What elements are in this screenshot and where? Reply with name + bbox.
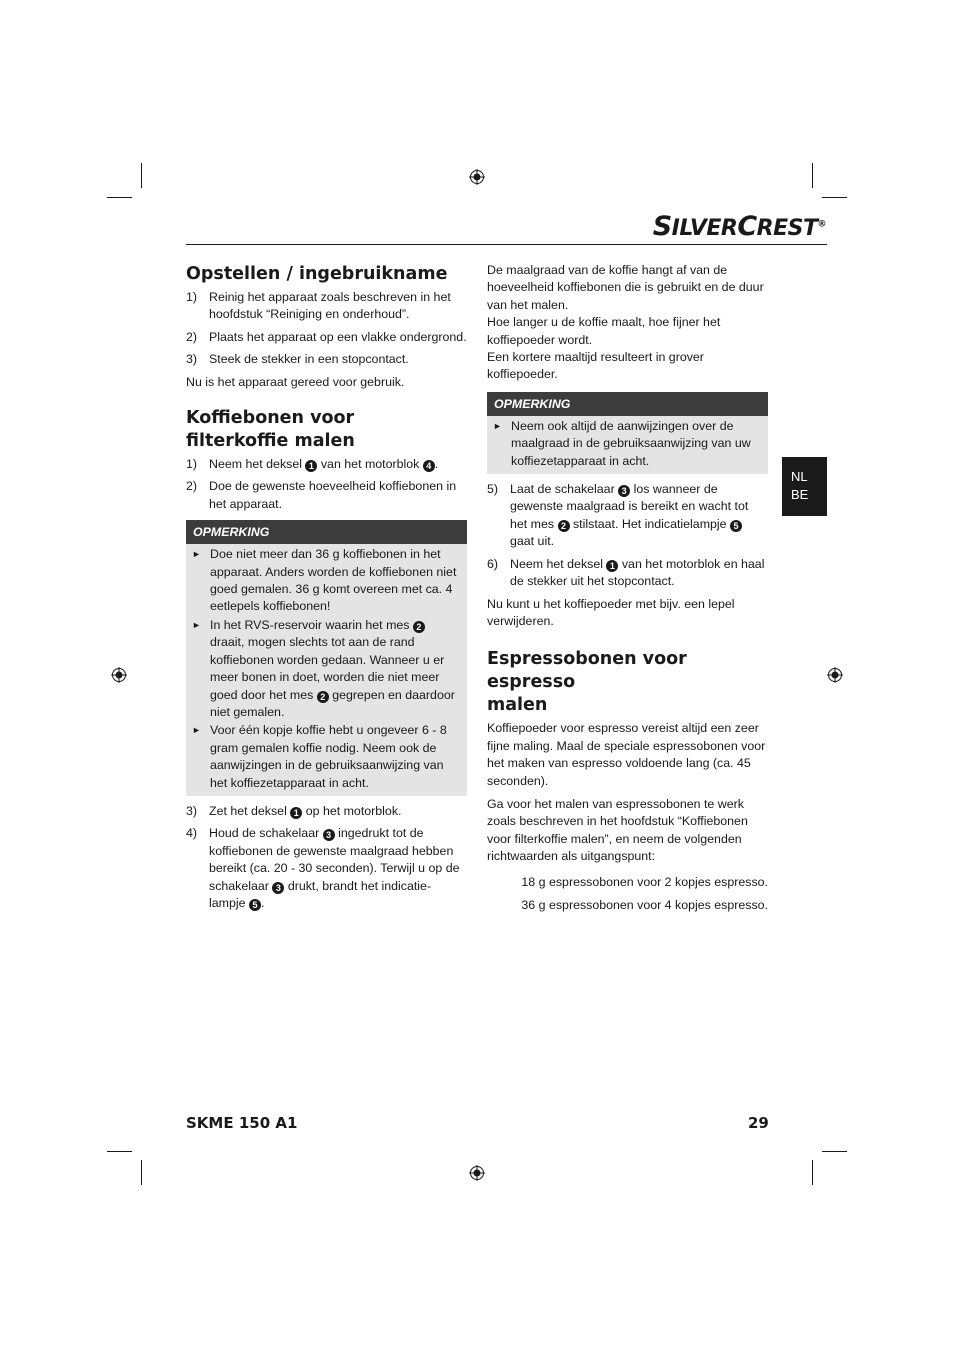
paragraph: Ga voor het malen van espressobonen te werk zoals beschreven in het hoofdstuk “Koffiebonen voor filterkoffie malen”, en neem de volgenden richtwaarden als uitgangspunt: [487, 796, 748, 864]
note-bullet: ► Doe niet meer dan 36 g koffiebonen in het apparaat. Anders worden de koffiebonen niet goed gemalen. 36 g komt overeen met ca. 4 eetlepels koffiebonen! [192, 546, 461, 616]
part-number-icon: 2 [317, 691, 329, 703]
paragraph: Hoe langer u de koffie maalt, hoe fijner het koffiepoeder wordt. [487, 315, 721, 347]
list-item: 3) Steek de stekker in een stopcontact. [186, 352, 409, 367]
note-bullet: ► Voor één kopje koffie hebt u ongeveer 6 - 8 gram gemalen koffie nodig. Neem ook de aanwijzingen in de gebruiksaanwijzing van het koffiezetapparaat in acht. [192, 722, 461, 792]
section-heading: Koffiebonen voor filterkoffie malen [186, 408, 355, 452]
list-item: 6) Neem het deksel 1 van het motorblok en haal de stekker uit het stopcontact. [487, 556, 765, 589]
part-number-icon: 2 [413, 621, 425, 633]
crop-mark [822, 1151, 847, 1152]
header-rule [186, 244, 827, 245]
note-box [487, 416, 768, 474]
list-item: 4) Houd de schakelaar 3 ingedrukt tot de koffiebonen de gewenste maalgraad hebben bereikt (ca. 20 - 30 seconden). Terwijl u op de schakelaar 3 drukt, brandt het indicatie-lampje 5 . [186, 826, 460, 910]
section-heading: Opstellen / ingebruikname [186, 264, 448, 284]
registration-mark-icon [111, 667, 127, 683]
note-header: OPMERKING [487, 392, 768, 416]
part-number-icon: 5 [249, 899, 261, 911]
paragraph: De maalgraad van de koffie hangt af van de hoeveelheid koffiebonen die is gebruikt en de duur van het malen. [487, 263, 764, 312]
part-number-icon: 1 [305, 460, 317, 472]
crop-mark [141, 1160, 142, 1185]
part-number-icon: 3 [272, 882, 284, 894]
model-number: SKME 150 A1 [186, 1114, 298, 1132]
crop-mark [107, 197, 132, 198]
list-item: 2) Plaats het apparaat op een vlakke ondergrond. [186, 329, 467, 344]
registration-mark-icon [469, 1165, 485, 1181]
left-column [186, 263, 467, 917]
part-number-icon: 2 [558, 520, 570, 532]
list-item: 2) Doe de gewenste hoeveelheid koffiebonen in het apparaat. [186, 479, 457, 511]
paragraph: Een kortere maaltijd resulteert in grover koffiepoeder. [487, 350, 704, 382]
guideline-value: 36 g espressobonen voor 4 kopjes espresso. [521, 897, 768, 912]
crop-mark [141, 163, 142, 188]
note-bullet: ► In het RVS-reservoir waarin het mes 2 draait, mogen slechts tot aan de rand koffiebonen worden gedaan. Wanneer u er meer bonen in doet, worden die niet meer goed door het mes 2 gegrepen en daardoor niet gemalen. [192, 617, 461, 721]
paragraph: Nu is het apparaat gereed voor gebruik. [186, 374, 405, 389]
right-column [487, 262, 768, 920]
list-item: 1) Reinig het apparaat zoals beschreven in het hoofdstuk “Reiniging en onderhoud”. [186, 290, 451, 322]
brand-logo: SILVERCREST® [652, 211, 826, 242]
list-item: 5) Laat de schakelaar 3 los wanneer de gewenste maalgraad is bereikt en wacht tot het mes 2 stilstaat. Het indicatielampje 5 gaat uit. [487, 482, 749, 549]
crop-mark [812, 1160, 813, 1185]
arrow-bullet-icon: ► [493, 420, 502, 431]
registration-mark-icon [827, 667, 843, 683]
arrow-bullet-icon: ► [192, 619, 201, 630]
part-number-icon: 3 [618, 485, 630, 497]
paragraph: Koffiepoeder voor espresso vereist altijd een zeer fijne maling. Maal de speciale espressobonen voor het maken van espresso voldoende lang (ca. 45 seconden). [487, 721, 766, 788]
language-tab: NL BE [782, 457, 827, 516]
crop-mark [822, 197, 847, 198]
part-number-icon: 3 [323, 829, 335, 841]
list-item: 1) Neem het deksel 1 van het motorblok 4 . [186, 457, 439, 472]
part-number-icon: 1 [290, 807, 302, 819]
note-bullet: ► Neem ook altijd de aanwijzingen over de maalgraad in de gebruiksaanwijzing van uw koffiezetapparaat in acht. [493, 418, 762, 470]
note-header: OPMERKING [186, 520, 467, 544]
part-number-icon: 1 [606, 560, 618, 572]
arrow-bullet-icon: ► [192, 725, 201, 736]
part-number-icon: 4 [423, 460, 435, 472]
crop-mark [812, 163, 813, 188]
crop-mark [107, 1151, 132, 1152]
note-box [186, 544, 467, 796]
arrow-bullet-icon: ► [192, 549, 201, 560]
paragraph: Nu kunt u het koffiepoeder met bijv. een lepel verwijderen. [487, 596, 735, 628]
registration-mark-icon [469, 169, 485, 185]
page-number: 29 [748, 1114, 769, 1132]
guideline-value: 18 g espressobonen voor 2 kopjes espresso. [521, 874, 768, 889]
part-number-icon: 5 [730, 520, 742, 532]
list-item: 3) Zet het deksel 1 op het motorblok. [186, 803, 402, 818]
section-heading: Espressobonen voor espresso malen [487, 649, 687, 716]
